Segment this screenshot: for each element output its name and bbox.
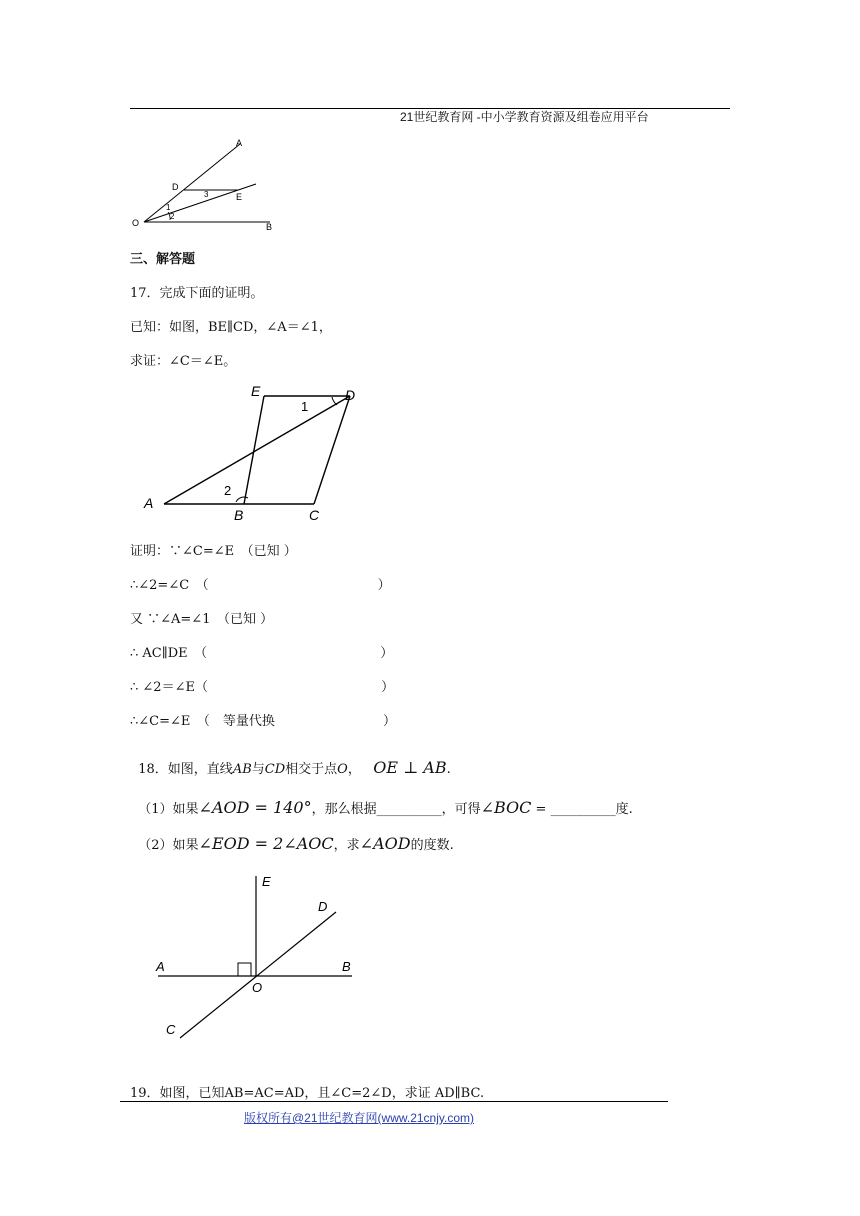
label-c: C bbox=[166, 1022, 176, 1037]
label-angle-3: 3 bbox=[204, 190, 209, 199]
q17-prove: 求证：∠C＝∠E。 bbox=[130, 354, 237, 369]
figure-angle-aob bbox=[128, 134, 278, 234]
label-angle-1: 1 bbox=[301, 399, 309, 414]
q18-condition: OE ⊥ AB bbox=[373, 758, 447, 777]
footer-rule bbox=[120, 1101, 668, 1102]
q17-proof-line-2: ∴∠2=∠C （ ） bbox=[130, 578, 391, 593]
q18-part-2 bbox=[130, 819, 454, 853]
label-a: A bbox=[236, 138, 243, 148]
label-angle-1: 1 bbox=[166, 203, 171, 212]
q18-stem bbox=[130, 743, 451, 777]
q18-stem-mid: 与 bbox=[251, 762, 265, 777]
q17-stem: 17．完成下面的证明。 bbox=[130, 286, 264, 301]
q17-proof-line-1: 证明：∵∠C=∠E （已知 ） bbox=[130, 544, 297, 559]
q18-p2-pre: （2）如果 bbox=[138, 838, 199, 853]
footer-copyright-link[interactable]: 版权所有@21世纪教育网(www.21cnjy.com) bbox=[244, 1111, 474, 1125]
q18-stem-mid2: 相交于点 bbox=[285, 762, 338, 777]
label-b: B bbox=[342, 959, 351, 974]
q17-proof-line-4: ∴ AC∥DE （ ） bbox=[130, 646, 394, 661]
q18-p1-end: = __________度. bbox=[531, 802, 633, 817]
label-e: E bbox=[236, 192, 243, 202]
label-o: O bbox=[132, 218, 140, 228]
q18-p2-end: 的度数. bbox=[410, 838, 454, 853]
label-angle-2: 2 bbox=[170, 212, 175, 221]
q18-p2-angle: ∠EOD = 2∠AOC bbox=[198, 834, 334, 853]
q18-p2-mid: ，求 bbox=[333, 838, 360, 853]
q18-line-cd: CD bbox=[264, 762, 286, 777]
label-e: E bbox=[251, 383, 261, 399]
q18-p1-pre: （1）如果 bbox=[138, 802, 199, 817]
section-title: 三、解答题 bbox=[130, 252, 196, 267]
q17-given: 已知：如图，BE∥CD，∠A＝∠1， bbox=[130, 320, 332, 335]
q18-p2-angle2: ∠AOD bbox=[359, 834, 411, 853]
q18-p1-mid: ，那么根据__________，可得 bbox=[311, 802, 481, 817]
label-d: D bbox=[318, 899, 328, 914]
q17-proof-line-3: 又 ∵∠A=∠1 （已知 ） bbox=[130, 612, 274, 627]
header-site-name: 21世纪教育网 -中小学教育资源及组卷应用平台 bbox=[400, 110, 649, 124]
label-a: A bbox=[156, 959, 165, 974]
q17-proof-line-5: ∴ ∠2＝∠E（ ） bbox=[130, 680, 395, 695]
label-b: B bbox=[266, 222, 273, 232]
figure-q18 bbox=[150, 868, 370, 1048]
q18-stem-pre: 18．如图，直线 bbox=[138, 762, 233, 777]
q18-line-ab: AB bbox=[232, 762, 252, 777]
label-c: C bbox=[309, 507, 320, 523]
figure-q17 bbox=[138, 380, 368, 525]
label-d: D bbox=[345, 387, 356, 403]
label-d: D bbox=[172, 182, 179, 192]
q18-part-1 bbox=[130, 783, 633, 817]
q18-stem-dot: . bbox=[446, 762, 451, 777]
q18-p1-angle2: ∠BOC bbox=[480, 798, 532, 817]
label-angle-2: 2 bbox=[224, 483, 232, 498]
q19-stem: 19．如图，已知AB=AC=AD，且∠C=2∠D，求证 AD∥BC. bbox=[130, 1086, 485, 1101]
label-a: A bbox=[144, 495, 154, 511]
q17-proof-line-6: ∴∠C=∠E （ 等量代换 ） bbox=[130, 714, 397, 729]
label-e: E bbox=[262, 874, 271, 889]
q18-point-o: O bbox=[337, 762, 348, 777]
label-o: O bbox=[252, 980, 263, 995]
q18-stem-comma: ， bbox=[347, 762, 361, 777]
q18-p1-angle: ∠AOD = 140° bbox=[198, 798, 312, 817]
label-b: B bbox=[234, 507, 244, 523]
